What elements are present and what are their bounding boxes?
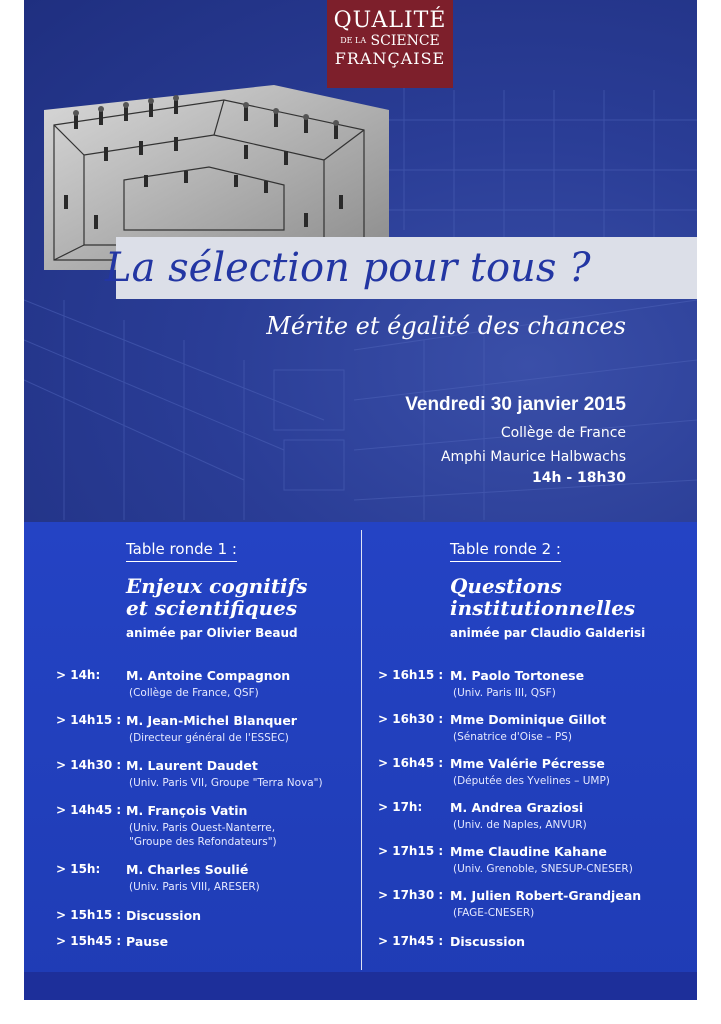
entry-time: > 14h15 :	[56, 713, 122, 727]
entry-time: > 16h30 :	[378, 712, 444, 726]
footer-bar	[24, 972, 697, 1000]
round-table-1-label: Table ronde 1 :	[126, 540, 237, 562]
speaker-name: Discussion	[450, 934, 526, 949]
affiliation-line: (FAGE-CNESER)	[453, 907, 535, 919]
affiliation-line: "Groupe des Refondateurs")	[129, 836, 277, 848]
logo-line-2	[327, 32, 453, 50]
affiliation-line: (Univ. Paris III, QSF)	[453, 687, 556, 699]
speaker-name: Mme Valérie Pécresse	[450, 756, 605, 771]
speaker-name: Mme Claudine Kahane	[450, 844, 607, 859]
affiliation-line: (Univ. Grenoble, SNESUP-CNESER)	[453, 863, 633, 875]
speaker-name: M. Jean-Michel Blanquer	[126, 713, 297, 728]
event-hours: 14h - 18h30	[532, 470, 626, 486]
event-date: Vendredi 30 janvier 2015	[405, 394, 626, 415]
logo-line-2-main: SCIENCE	[370, 33, 440, 49]
affiliation-line: (Directeur général de l'ESSEC)	[129, 732, 289, 744]
entry-time: > 17h:	[378, 800, 423, 814]
theme-line: institutionnelles	[450, 596, 636, 620]
speaker-name: M. François Vatin	[126, 803, 248, 818]
entry-time: > 16h15 :	[378, 668, 444, 682]
affiliation-line: (Députée des Yvelines – UMP)	[453, 775, 610, 787]
theme-line: Enjeux cognitifs	[126, 574, 308, 598]
column-divider	[361, 530, 362, 970]
round-table-1-theme	[126, 575, 308, 619]
logo-line-3: FRANÇAISE	[334, 49, 446, 68]
affiliation-line: (Collège de France, QSF)	[129, 687, 259, 699]
speaker-name: Discussion	[126, 908, 202, 923]
speaker-affiliation	[129, 880, 260, 894]
entry-time: > 14h:	[56, 668, 101, 682]
speaker-affiliation	[453, 774, 610, 788]
speaker-affiliation	[453, 906, 534, 920]
speaker-name: M. Julien Robert-Grandjean	[450, 888, 642, 903]
venue-room: Amphi Maurice Halbwachs	[440, 449, 626, 465]
speaker-name: Mme Dominique Gillot	[450, 712, 607, 727]
page-title: La sélection pour tous ?	[105, 245, 591, 291]
entry-time: > 15h45 :	[56, 934, 122, 948]
speaker-affiliation	[453, 730, 572, 744]
affiliation-line: (Univ. de Naples, ANVUR)	[453, 819, 587, 831]
entry-time: > 16h45 :	[378, 756, 444, 770]
speaker-affiliation	[453, 862, 633, 876]
logo-line-2-small: DE LA	[340, 36, 367, 45]
speaker-name: M. Laurent Daudet	[126, 758, 258, 773]
affiliation-line: (Univ. Paris Ouest-Nanterre,	[129, 822, 276, 834]
entry-time: > 14h45 :	[56, 803, 122, 817]
speaker-affiliation	[129, 821, 277, 849]
speaker-affiliation	[453, 818, 587, 832]
round-table-2-theme	[450, 575, 635, 619]
subtitle: Mérite et égalité des chances	[266, 312, 626, 340]
speaker-affiliation	[129, 731, 289, 745]
affiliation-line: (Univ. Paris VII, Groupe "Terra Nova")	[129, 777, 323, 789]
speaker-name: Pause	[126, 934, 169, 949]
entry-time: > 17h45 :	[378, 934, 444, 948]
entry-time: > 15h15 :	[56, 908, 122, 922]
round-table-2-moderator: animée par Claudio Galderisi	[450, 626, 646, 640]
round-table-1-moderator: animée par Olivier Beaud	[126, 626, 298, 640]
speaker-affiliation	[129, 686, 259, 700]
qsf-logo	[327, 0, 453, 88]
affiliation-line: (Sénatrice d'Oise – PS)	[453, 731, 572, 743]
speaker-name: M. Charles Soulié	[126, 862, 249, 877]
logo-line-1: QUALITÉ	[333, 8, 447, 33]
entry-time: > 14h30 :	[56, 758, 122, 772]
speaker-affiliation	[453, 686, 556, 700]
round-table-2-label: Table ronde 2 :	[450, 540, 561, 562]
venue: Collège de France	[500, 425, 626, 441]
speaker-name: M. Andrea Graziosi	[450, 800, 584, 815]
entry-time: > 15h:	[56, 862, 101, 876]
entry-time: > 17h30 :	[378, 888, 444, 902]
program-section	[24, 522, 697, 1000]
theme-line: Questions	[450, 574, 562, 598]
speaker-name: M. Paolo Tortonese	[450, 668, 585, 683]
entry-time: > 17h15 :	[378, 844, 444, 858]
theme-line: et scientifiques	[126, 596, 298, 620]
speaker-affiliation	[129, 776, 323, 790]
speaker-name: M. Antoine Compagnon	[126, 668, 291, 683]
affiliation-line: (Univ. Paris VIII, ARESER)	[129, 881, 260, 893]
